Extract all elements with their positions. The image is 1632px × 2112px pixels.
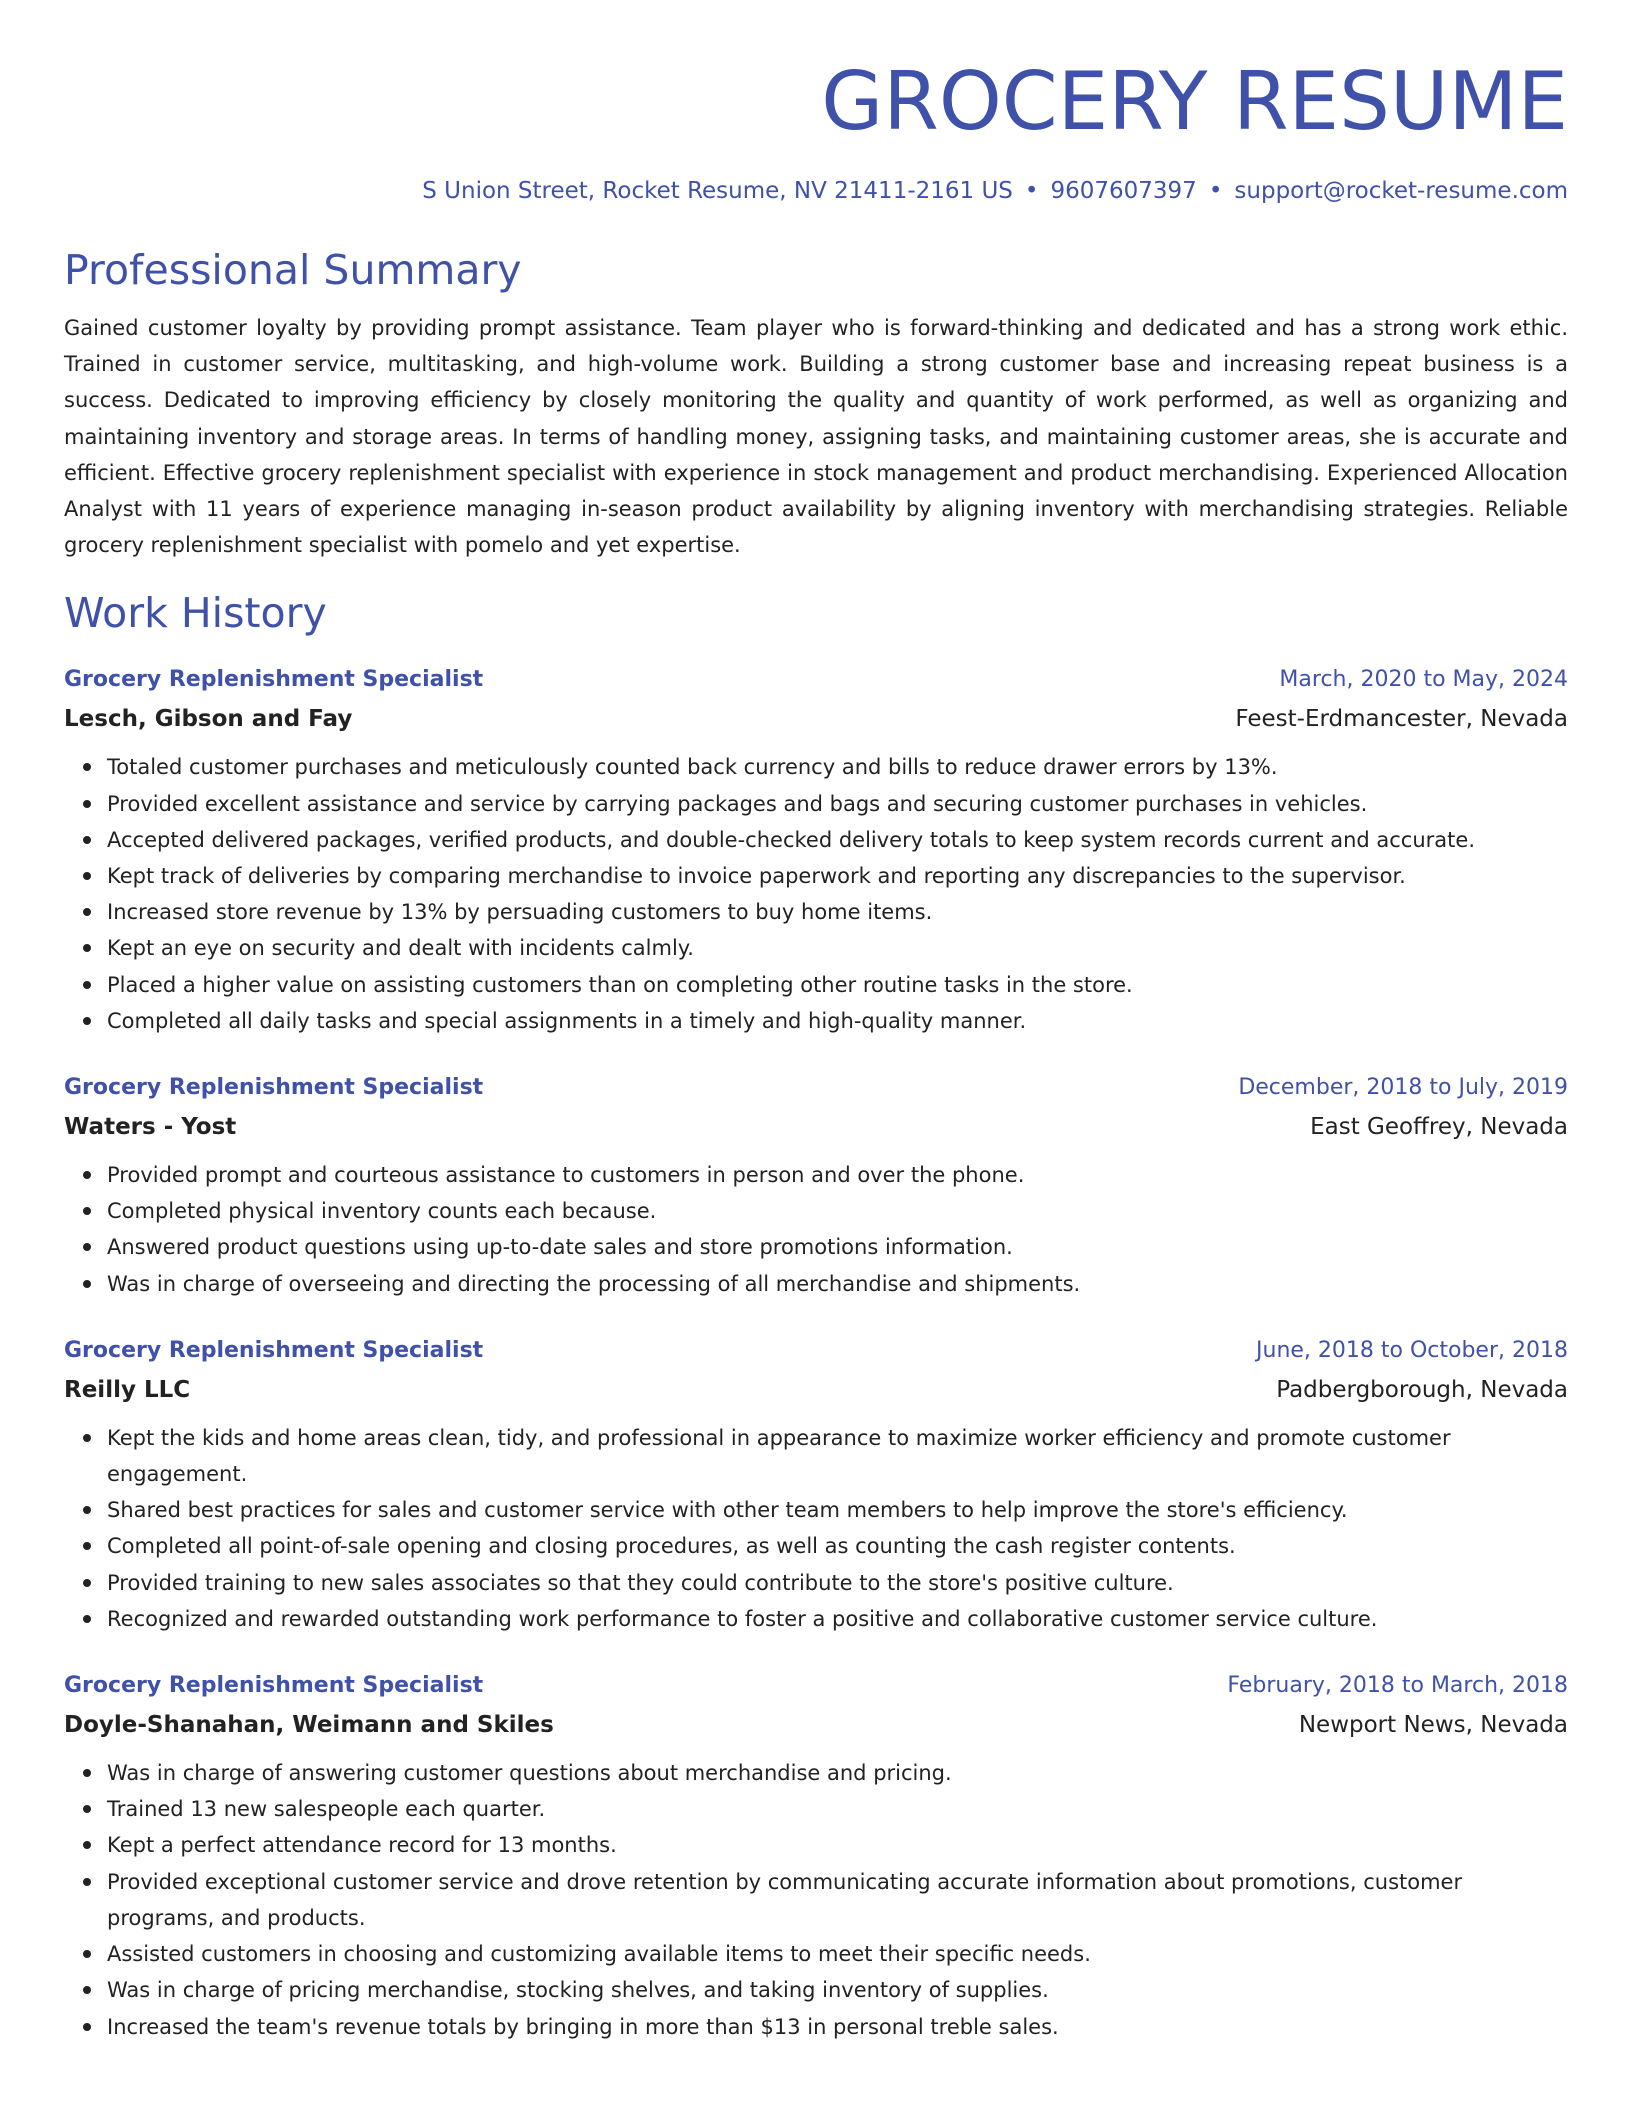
job-bullet	[107, 1864, 1568, 1936]
job-bullet	[107, 1972, 1568, 2008]
bullet-dot-icon	[83, 836, 91, 844]
bullet-text: Kept an eye on security and dealt with incidents calmly.	[107, 936, 694, 961]
job-company: Doyle-Shanahan, Weimann and Skiles	[64, 1712, 554, 1739]
job-bullet	[107, 930, 1568, 966]
bullet-text: Accepted delivered packages, verified products, and double-checked delivery totals to keep system records current and accurate.	[107, 827, 1475, 852]
job-company: Lesch, Gibson and Fay	[64, 706, 353, 733]
summary-heading: Professional Summary	[64, 246, 522, 294]
job-bullet	[107, 1565, 1568, 1601]
bullet-text: Shared best practices for sales and customer service with other team members to help improve the store's efficiency.	[107, 1498, 1348, 1523]
job-entry	[64, 1069, 1568, 1302]
job-title: Grocery Replenishment Specialist	[64, 667, 484, 693]
job-bullet	[107, 1492, 1568, 1528]
job-bullets	[64, 1755, 1568, 2045]
job-bullet	[107, 1157, 1568, 1193]
bullet-dot-icon	[83, 1986, 91, 1994]
bullet-dot-icon	[83, 763, 91, 771]
bullet-dot-icon	[83, 1017, 91, 1025]
resume-header	[64, 0, 1568, 208]
bullet-dot-icon	[83, 800, 91, 808]
bullet-text: Provided prompt and courteous assistance to customers in person and over the phone.	[107, 1163, 1025, 1188]
job-company: Reilly LLC	[64, 1376, 191, 1403]
job-bullet	[107, 1528, 1568, 1564]
contact-separator: •	[1024, 178, 1039, 204]
bullet-text: Provided excellent assistance and service by carrying packages and bags and securing customer purchases in vehicles.	[107, 791, 1368, 816]
job-bullet	[107, 1229, 1568, 1265]
bullet-dot-icon	[83, 1542, 91, 1550]
bullet-dot-icon	[83, 2023, 91, 2031]
job-entry	[64, 1332, 1568, 1637]
job-location: Newport News, Nevada	[1298, 1712, 1568, 1739]
contact-separator: •	[1208, 178, 1223, 204]
bullet-text: Provided training to new sales associates so that they could contribute to the store's positive culture.	[107, 1570, 1174, 1595]
job-dates: December, 2018 to July, 2019	[1238, 1075, 1568, 1101]
job-bullet	[107, 1936, 1568, 1972]
bullet-dot-icon	[83, 1171, 91, 1179]
bullet-dot-icon	[83, 1615, 91, 1623]
bullet-text: Completed all point-of-sale opening and closing procedures, as well as counting the cash register contents.	[107, 1534, 1236, 1559]
job-bullet	[107, 822, 1568, 858]
bullet-text: Completed physical inventory counts each because.	[107, 1199, 657, 1224]
bullet-text: Placed a higher value on assisting customers than on completing other routine tasks in the store.	[107, 972, 1133, 997]
job-bullet	[107, 894, 1568, 930]
job-company: Waters - Yost	[64, 1114, 237, 1141]
bullet-text: Was in charge of overseeing and directing the processing of all merchandise and shipments.	[107, 1271, 1081, 1296]
job-dates: March, 2020 to May, 2024	[1279, 667, 1568, 693]
bullet-text: Kept a perfect attendance record for 13 months.	[107, 1833, 617, 1858]
bullet-text: Recognized and rewarded outstanding work performance to foster a positive and collaborative customer service culture.	[107, 1606, 1378, 1631]
contact-address: S Union Street, Rocket Resume, NV 21411-2161 US	[422, 178, 1013, 204]
job-bullet	[107, 749, 1568, 785]
contact-line	[64, 174, 1568, 208]
summary-text: Gained customer loyalty by providing prompt assistance. Team player who is forward-thinking and dedicated and has a strong work ethic. Trained in customer service, multitasking, and high-volume work. Building a strong customer base and increasing repeat business is a success. Dedicated to improving efficiency by closely monitoring the quality and quantity of work performed, as well as organizing and maintaining inventory and storage areas. In terms of handling money, assigning tasks, and maintaining customer areas, she is accurate and efficient. Effective grocery replenishment specialist with experience in stock management and product merchandising. Experienced Allocation Analyst with 11 years of experience managing in-season product availability by aligning inventory with merchandising strategies. Reliable grocery replenishment specialist with pomelo and yet expertise.	[64, 316, 1568, 558]
bullet-text: Increased store revenue by 13% by persuading customers to buy home items.	[107, 900, 933, 925]
job-dates: June, 2018 to October, 2018	[1256, 1337, 1568, 1363]
job-entry	[64, 661, 1568, 1039]
bullet-text: Provided exceptional customer service and drove retention by communicating accurate information about promotions, customer programs, and products.	[107, 1869, 1463, 1930]
bullet-text: Kept track of deliveries by comparing merchandise to invoice paperwork and reporting any discrepancies to the supervisor.	[107, 864, 1406, 889]
bullet-dot-icon	[83, 981, 91, 989]
job-entry	[64, 1667, 1568, 2045]
bullet-dot-icon	[83, 1878, 91, 1886]
bullet-text: Increased the team's revenue totals by bringing in more than $13 in personal treble sales.	[107, 2014, 1059, 2039]
job-title: Grocery Replenishment Specialist	[64, 1673, 484, 1699]
bullet-text: Trained 13 new salespeople each quarter.	[107, 1797, 546, 1822]
job-bullets	[64, 1420, 1568, 1637]
job-bullet	[107, 967, 1568, 1003]
job-bullets	[64, 1157, 1568, 1302]
contact-email: support@rocket-resume.com	[1234, 178, 1568, 204]
bullet-text: Was in charge of pricing merchandise, stocking shelves, and taking inventory of supplies.	[107, 1978, 1049, 2003]
bullet-dot-icon	[83, 1805, 91, 1813]
job-bullet	[107, 1193, 1568, 1229]
bullet-dot-icon	[83, 1280, 91, 1288]
bullet-dot-icon	[83, 1579, 91, 1587]
candidate-name: GROCERY RESUME	[821, 55, 1568, 148]
contact-phone: 9607607397	[1050, 178, 1197, 204]
job-bullet	[107, 1420, 1568, 1492]
work-history-heading: Work History	[64, 589, 327, 638]
bullet-text: Totaled customer purchases and meticulously counted back currency and bills to reduce drawer errors by 13%.	[107, 755, 1278, 780]
bullet-dot-icon	[83, 1434, 91, 1442]
job-bullet	[107, 1266, 1568, 1302]
job-title: Grocery Replenishment Specialist	[64, 1337, 484, 1363]
job-location: East Geoffrey, Nevada	[1310, 1114, 1568, 1141]
bullet-text: Was in charge of answering customer questions about merchandise and pricing.	[107, 1761, 952, 1786]
resume-page	[64, 0, 1568, 2045]
bullet-text: Assisted customers in choosing and customizing available items to meet their specific needs.	[107, 1942, 1091, 1967]
job-bullets	[64, 749, 1568, 1039]
bullet-text: Kept the kids and home areas clean, tidy, and professional in appearance to maximize worker efficiency and promote customer engagement.	[107, 1425, 1451, 1487]
job-bullet	[107, 1601, 1568, 1637]
job-bullet	[107, 1755, 1568, 1791]
bullet-dot-icon	[83, 1841, 91, 1849]
bullet-dot-icon	[83, 1506, 91, 1514]
job-bullet	[107, 2009, 1568, 2045]
bullet-dot-icon	[83, 908, 91, 916]
job-bullet	[107, 858, 1568, 894]
job-dates: February, 2018 to March, 2018	[1227, 1673, 1568, 1699]
bullet-dot-icon	[83, 1769, 91, 1777]
bullet-dot-icon	[83, 872, 91, 880]
job-location: Padbergborough, Nevada	[1276, 1376, 1568, 1403]
bullet-dot-icon	[83, 1950, 91, 1958]
job-bullet	[107, 1827, 1568, 1863]
bullet-text: Answered product questions using up-to-date sales and store promotions information.	[107, 1235, 1013, 1260]
job-bullet	[107, 1003, 1568, 1039]
job-bullet	[107, 1791, 1568, 1827]
job-title: Grocery Replenishment Specialist	[64, 1075, 484, 1101]
bullet-text: Completed all daily tasks and special assignments in a timely and high-quality manner.	[107, 1008, 1027, 1033]
job-location: Feest-Erdmancester, Nevada	[1235, 706, 1568, 733]
bullet-dot-icon	[83, 944, 91, 952]
bullet-dot-icon	[83, 1243, 91, 1251]
job-bullet	[107, 786, 1568, 822]
bullet-dot-icon	[83, 1207, 91, 1215]
